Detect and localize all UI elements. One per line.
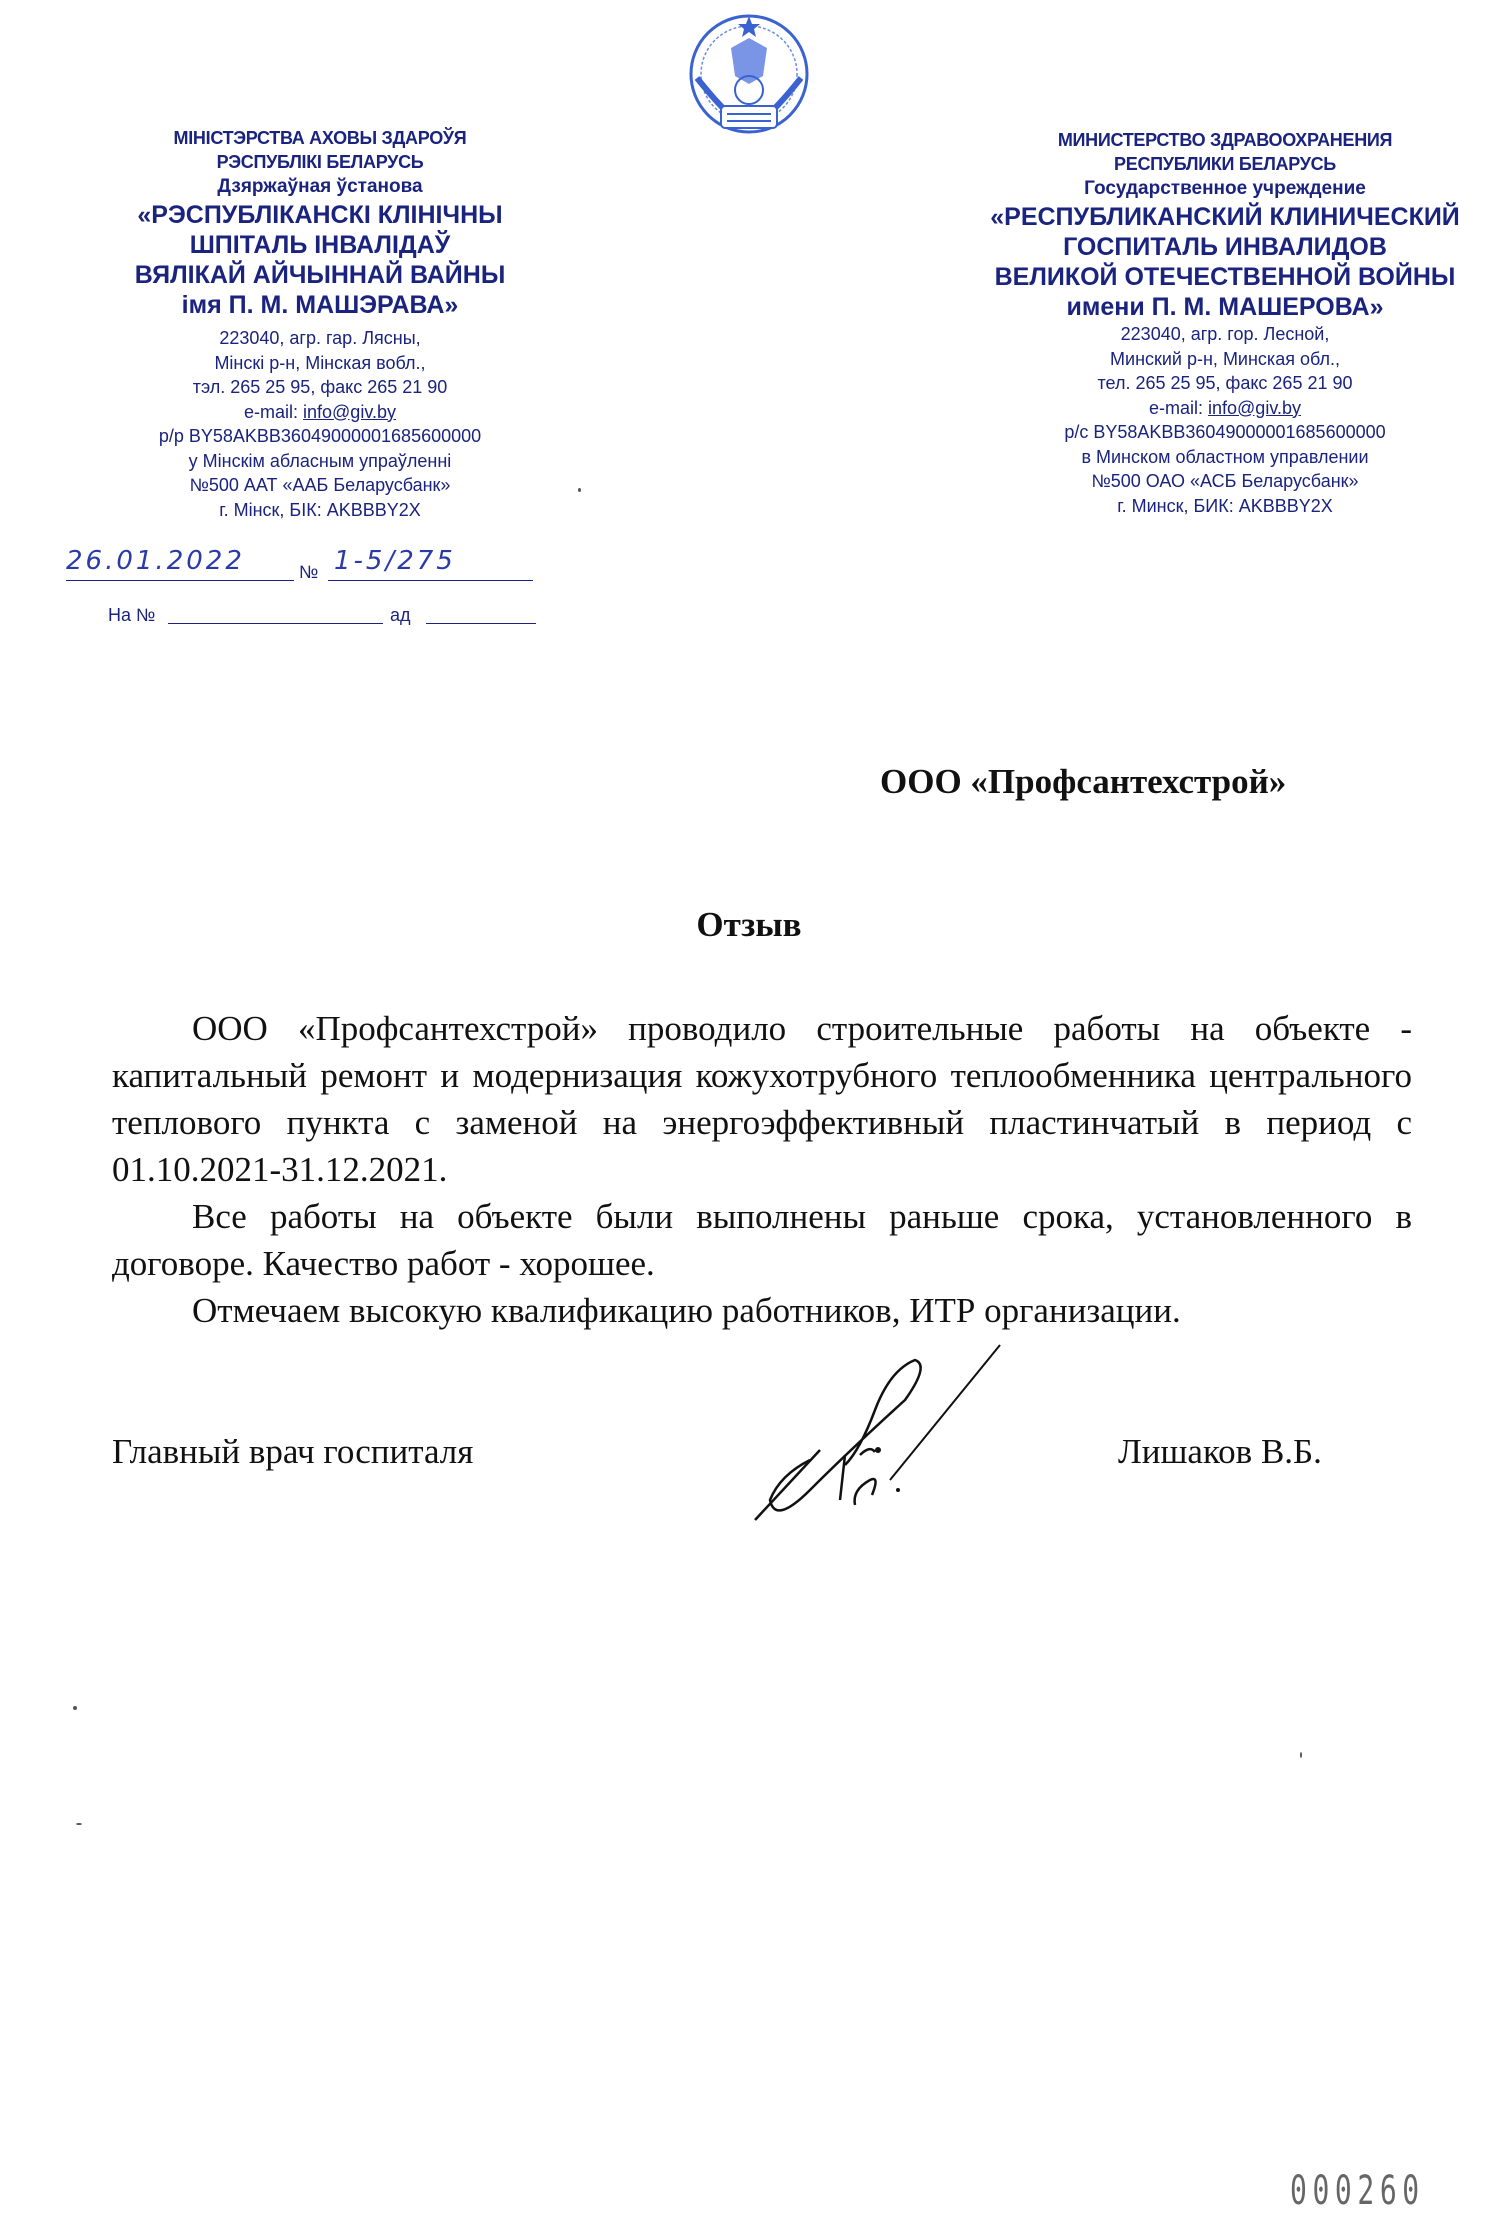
institution-name-line: имени П. М. МАШЕРОВА» xyxy=(1066,293,1384,321)
institution-name-line: ВЯЛІКАЙ АЙЧЫННАЙ ВАЙНЫ xyxy=(134,261,506,289)
handwritten-date: 26.01.2022 xyxy=(66,546,245,576)
scan-speck xyxy=(73,1706,77,1710)
signatory-role: Главный врач госпиталя xyxy=(112,1432,474,1471)
institution-type: Государственное учреждение xyxy=(1084,178,1366,199)
ministry-line: РЕСПУБЛИКИ БЕЛАРУСЬ xyxy=(1114,154,1336,174)
bank-line: у Мінскім абласным упраўленні xyxy=(188,450,452,471)
bank-line: №500 ОАО «АСБ Беларусбанк» xyxy=(1091,471,1359,491)
phone-fax-line: тэл. 265 25 95, факс 265 21 90 xyxy=(192,377,448,397)
ministry-line: МИНИСТЕРСТВО ЗДРАВООХРАНЕНИЯ xyxy=(1057,130,1393,150)
institution-name-line: ШПІТАЛЬ ІНВАЛІДАЎ xyxy=(189,231,451,259)
scan-speck xyxy=(578,488,581,492)
bank-line: г. Мінск, БІК: AKBBBY2X xyxy=(219,499,421,520)
contact-details xyxy=(955,322,1495,518)
body-paragraph: ООО «Профсантехстрой» проводило строительные работы на объекте - капитальный ремонт и модернизация кожухотрубного теплообменника центрального теплового пункта с заменой на энергоэффективный пластинчатый в период с 01.10.2021-31.12.2021. xyxy=(112,1009,1412,1189)
email-line xyxy=(90,400,550,425)
document-title: Отзыв xyxy=(696,905,802,944)
email-label: e-mail: xyxy=(1149,397,1209,418)
bank-line: г. Минск, БИК: AKBBBY2X xyxy=(1117,495,1333,516)
outgoing-number-field xyxy=(328,548,533,581)
letterhead-russian xyxy=(955,128,1495,518)
institution-name-line: ВЕЛИКОЙ ОТЕЧЕСТВЕННОЙ ВОЙНЫ xyxy=(994,263,1456,291)
institution-name-line: «РЕСПУБЛИКАНСКИЙ КЛИНИЧЕСКИЙ xyxy=(990,203,1460,231)
email-line xyxy=(955,396,1495,421)
handwritten-signature-icon xyxy=(740,1340,1060,1530)
serial-number-stamp: 000260 xyxy=(1290,2168,1425,2214)
bank-line: в Минском областном управлении xyxy=(1081,446,1369,467)
address-line: 223040, агр. гар. Лясны, xyxy=(219,328,421,348)
scan-speck xyxy=(1300,1752,1302,1758)
contact-details xyxy=(90,326,550,522)
phone-fax-line: тел. 265 25 95, факс 265 21 90 xyxy=(1097,373,1353,393)
addressee: ООО «Профсантехстрой» xyxy=(880,762,1287,801)
letter-body xyxy=(112,1005,1412,1334)
ministry-line: РЭСПУБЛІКІ БЕЛАРУСЬ xyxy=(216,152,424,172)
email-link[interactable]: info@giv.by xyxy=(1208,397,1301,418)
institution-name-line: «РЭСПУБЛІКАНСКІ КЛІНІЧНЫ xyxy=(137,201,503,229)
belarus-state-emblem-icon xyxy=(683,8,815,140)
address-line: Минский р-н, Минская обл., xyxy=(1110,348,1340,369)
bank-line: р/р BY58AKBB36049000001685600000 xyxy=(158,426,482,446)
reply-date-blank xyxy=(426,623,536,624)
email-link[interactable]: info@giv.by xyxy=(303,401,396,422)
reply-reference xyxy=(108,603,548,633)
reply-number-label: На № xyxy=(108,605,156,625)
handwritten-number: 1-5/275 xyxy=(334,546,456,576)
institution-name-line: імя П. М. МАШЭРАВА» xyxy=(181,291,459,319)
institution-name-line: ГОСПИТАЛЬ ИНВАЛИДОВ xyxy=(1063,233,1387,261)
bank-line: р/с BY58AKBB36049000001685600000 xyxy=(1064,422,1386,442)
outgoing-date-field xyxy=(66,548,294,581)
reply-date-label: ад xyxy=(390,605,411,625)
address-line: 223040, агр. гор. Лесной, xyxy=(1120,324,1330,344)
bank-line: №500 ААТ «ААБ Беларусбанк» xyxy=(189,475,451,495)
institution-type: Дзяржаўная ўстанова xyxy=(217,176,423,197)
letterhead-belarusian xyxy=(90,126,550,522)
reply-number-blank xyxy=(168,623,383,624)
signatory-name: Лишаков В.Б. xyxy=(1118,1432,1322,1471)
ministry-line: МІНІСТЭРСТВА АХОВЫ ЗДАРОЎЯ xyxy=(173,128,467,148)
number-label: № xyxy=(299,562,319,582)
body-paragraph: Все работы на объекте были выполнены раньше срока, установленного в договоре. Качество работ - хорошее. xyxy=(112,1197,1412,1283)
body-paragraph: Отмечаем высокую квалификацию работников, ИТР организации. xyxy=(192,1291,1181,1330)
outgoing-registration xyxy=(66,548,536,588)
address-line: Мінскі р-н, Мінская вобл., xyxy=(214,352,426,373)
scan-speck xyxy=(76,1823,82,1825)
email-label: e-mail: xyxy=(244,401,304,422)
